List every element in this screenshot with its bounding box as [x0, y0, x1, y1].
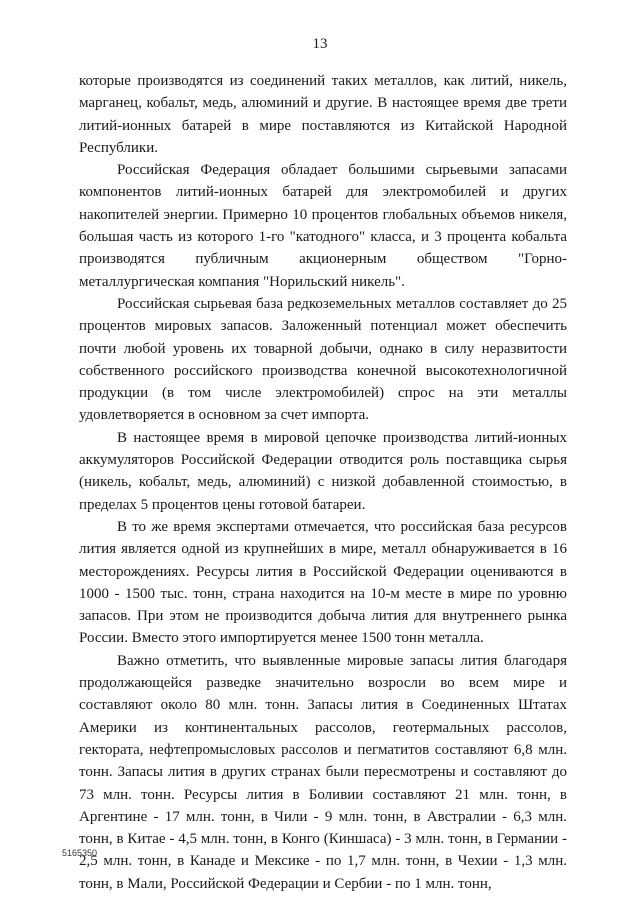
- page-number: 13: [312, 36, 328, 52]
- document-code: 5165350: [62, 848, 98, 858]
- document-body: [79, 70, 567, 895]
- paragraph-continuation: которые производятся из соединений таких металлов, как литий, никель, марганец, кобальт, медь, алюминий и другие. В настоящее время две трети литий-ионных батарей в мире поставляются из Китайской Народной Республики.: [79, 73, 567, 156]
- paragraph-world-lithium-reserves: Важно отметить, что выявленные мировые запасы лития благодаря продолжающейся разведке значительно возросли во всем мире и составляют около 80 млн. тонн. Запасы лития в Соединенных Штатах Америки из континентальных рассолов, геотермальных рассолов, гектората, нефтепромысловых рассолов и пегматитов составляют 6,8 млн. тонн. Запасы лития в других странах были пересмотрены и составляют до 73 млн. тонн. Ресурсы лития в Боливии составляют 21 млн. тонн, в Аргентине - 17 млн. тонн, в Чили - 9 млн. тонн, в Австралии - 6,3 млн. тонн, в Китае - 4,5 млн. тонн, в Конго (Киншаса) - 3 млн. тонн, в Германии - 2,5 млн. тонн, в Канаде и Мексике - по 1,7 млн. тонн, в Чехии - 1,3 млн. тонн, в Мали, Российской Федерации и Сербии - по 1 млн. тонн,: [79, 652, 567, 892]
- paragraph-lithium-resources: В то же время экспертами отмечается, что российская база ресурсов лития является одной из крупнейших в мире, металл обнаруживается в 16 месторождениях. Ресурсы лития в Российской Федерации оцениваются в 1000 - 1500 тыс. тонн, страна находится на 10-м месте в мире по уровню запасов. При этом не производится добыча лития для внутреннего рынка России. Вместо этого импортируется менее 1500 тонн металла.: [79, 518, 567, 647]
- paragraph-raw-material-reserves: Российская Федерация обладает большими сырьевыми запасами компонентов литий-ионных батарей для электромобилей и других накопителей энергии. Примерно 10 процентов глобальных объемов никеля, большая часть из которого 1-го "катодного" класса, и 3 процента кобальта производятся публичным акционерным обществом "Горно-металлургическая компания "Норильский никель".: [79, 162, 567, 290]
- paragraph-rare-earth-base: Российская сырьевая база редкоземельных металлов составляет до 25 процентов мировых запасов. Заложенный потенциал может обеспечить почти любой уровень их товарной добычи, однако в силу неразвитости собственного российского производства конечной высокотехнологичной продукции (в том числе электромобилей) спрос на эти металлы удовлетворяется в основном за счет импорта.: [79, 295, 567, 424]
- paragraph-supply-chain-role: В настоящее время в мировой цепочке производства литий-ионных аккумуляторов Российской Федерации отводится роль поставщика сырья (никель, кобальт, медь, алюминий) с низкой добавленной стоимостью, в пределах 5 процентов цены готовой батареи.: [79, 429, 567, 513]
